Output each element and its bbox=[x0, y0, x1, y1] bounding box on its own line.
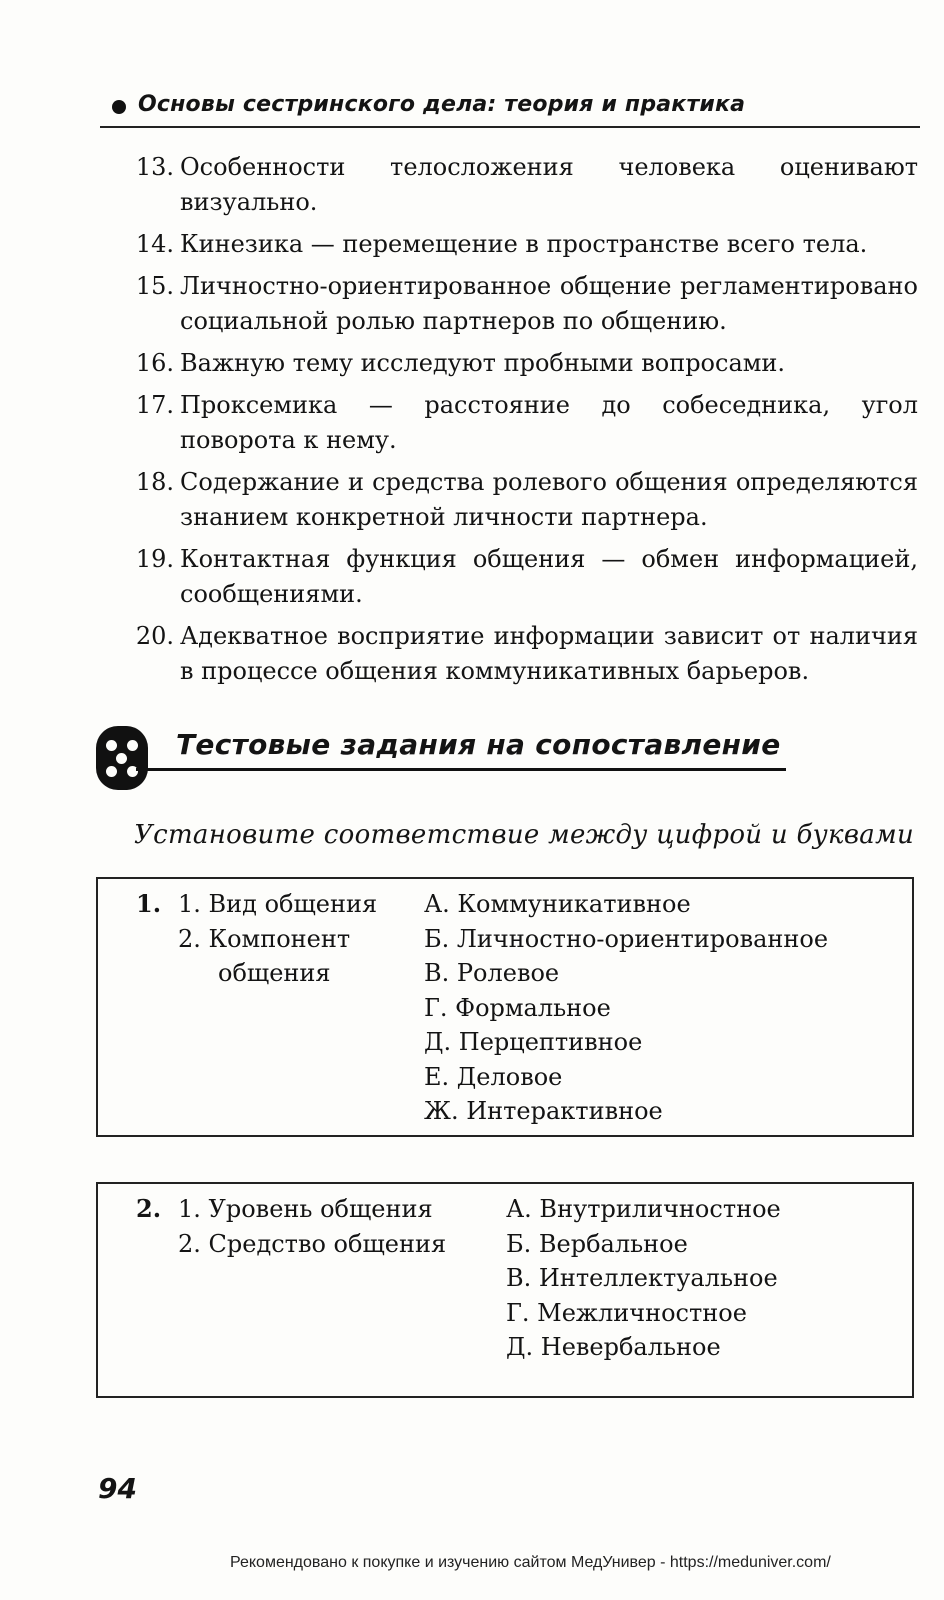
left-row: 2. Компонент bbox=[178, 924, 351, 953]
item-text: Важную тему исследуют пробными вопросами. bbox=[180, 349, 786, 377]
option-row: Д. Перцептивное bbox=[424, 1028, 643, 1056]
option-row: А. Коммуникативное bbox=[424, 890, 691, 918]
option-row: Б. Личностно-ориентированное bbox=[424, 924, 829, 953]
list-item bbox=[118, 346, 918, 381]
task-box-2 bbox=[96, 1182, 914, 1398]
item-number: 17. bbox=[135, 391, 174, 419]
option-row: В. Ролевое bbox=[424, 959, 560, 987]
item-text: Личностно-ориентированное общение регламентировано социальной ролью партнеров по общению. bbox=[180, 272, 918, 335]
item-number: 19. bbox=[135, 545, 174, 573]
task-left-column bbox=[178, 1192, 446, 1261]
option-row: Г. Формальное bbox=[424, 993, 611, 1022]
item-text: Контактная функция общения — обмен информацией, сообщениями. bbox=[180, 545, 918, 608]
option-row: В. Интеллектуальное bbox=[506, 1264, 778, 1292]
page-number: 94 bbox=[98, 1472, 137, 1505]
section-title: Тестовые задания на сопоставление bbox=[176, 728, 781, 761]
section-heading bbox=[96, 726, 786, 796]
item-number: 18. bbox=[135, 468, 174, 496]
instruction-text: Установите соответствие между цифрой и буквами bbox=[134, 820, 914, 850]
item-number: 14. bbox=[135, 230, 174, 258]
option-row: А. Внутриличностное bbox=[506, 1195, 781, 1223]
task-number: 2. bbox=[136, 1194, 162, 1223]
task-left-column bbox=[178, 887, 377, 991]
list-item bbox=[118, 227, 918, 262]
statement-list bbox=[118, 150, 918, 696]
list-item bbox=[118, 388, 918, 458]
item-number: 20. bbox=[135, 622, 174, 650]
item-text: Проксемика — расстояние до собеседника, угол поворота к нему. bbox=[180, 391, 918, 454]
left-row: общения bbox=[218, 959, 331, 987]
item-text: Адекватное восприятие информации зависит от наличия в процессе общения коммуникативных барьеров. bbox=[180, 622, 918, 685]
list-item bbox=[118, 619, 918, 689]
dots-icon bbox=[96, 726, 148, 790]
list-item bbox=[118, 269, 918, 339]
bullet-icon bbox=[112, 100, 126, 114]
item-number: 15. bbox=[135, 272, 174, 300]
heading-underline bbox=[136, 768, 786, 771]
item-text: Кинезика — перемещение в пространстве всего тела. bbox=[180, 230, 868, 258]
item-text: Особенности телосложения человека оценивают визуально. bbox=[180, 153, 918, 216]
header-title: Основы сестринского дела: теория и практика bbox=[138, 92, 746, 117]
running-header bbox=[100, 86, 920, 128]
item-text: Содержание и средства ролевого общения определяются знанием конкретной личности партнера. bbox=[180, 468, 918, 531]
left-row: 2. Средство общения bbox=[178, 1229, 447, 1258]
left-row: 1. Уровень общения bbox=[178, 1195, 433, 1223]
task-right-column bbox=[506, 1192, 781, 1365]
option-row: Д. Невербальное bbox=[506, 1333, 721, 1361]
list-item bbox=[118, 542, 918, 612]
item-number: 16. bbox=[135, 349, 174, 377]
option-row: Г. Межличностное bbox=[506, 1298, 747, 1327]
list-item bbox=[118, 150, 918, 220]
option-row: Е. Деловое bbox=[424, 1062, 563, 1091]
footer-note: Рекомендовано к покупке и изучению сайтом МедУнивер - https://meduniver.com/ bbox=[230, 1554, 831, 1571]
option-row: Ж. Интерактивное bbox=[424, 1097, 663, 1125]
item-number: 13. bbox=[135, 153, 174, 181]
left-row: 1. Вид общения bbox=[178, 890, 378, 918]
list-item bbox=[118, 465, 918, 535]
task-number: 1. bbox=[136, 889, 162, 918]
option-row: Б. Вербальное bbox=[506, 1229, 688, 1258]
task-right-column bbox=[424, 887, 828, 1129]
task-box-1 bbox=[96, 877, 914, 1137]
